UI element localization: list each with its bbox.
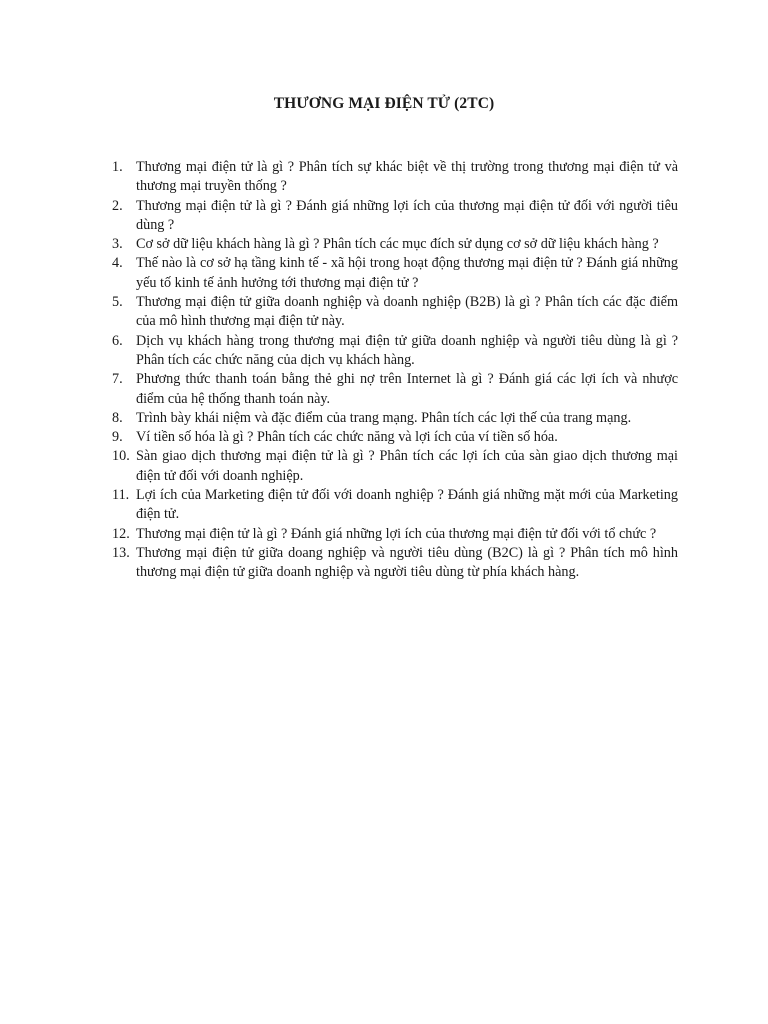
question-item xyxy=(100,447,678,486)
question-text: Thương mại điện tử giữa doanh nghiệp và doanh nghiệp (B2B) là gì ? Phân tích các đặc điểm của mô hình thương mại điện tử này. xyxy=(136,294,678,330)
question-number: 12. xyxy=(112,525,130,542)
question-item xyxy=(100,332,678,371)
question-number: 2. xyxy=(112,197,123,214)
question-item xyxy=(100,409,678,428)
question-text: Sàn giao dịch thương mại điện tử là gì ? Phân tích các lợi ích của sàn giao dịch thương mại điện tử đối với doanh nghiệp. xyxy=(136,448,678,484)
document-title: THƯƠNG MẠI ĐIỆN TỬ (2TC) xyxy=(273,95,495,112)
question-number: 6. xyxy=(112,332,123,349)
question-text: Thế nào là cơ sở hạ tầng kinh tế - xã hội trong hoạt động thương mại điện tử ? Đánh giá những yếu tố kinh tế ảnh hưởng tới thương mại điện tử ? xyxy=(136,255,678,291)
question-text: Cơ sở dữ liệu khách hàng là gì ? Phân tích các mục đích sử dụng cơ sở dữ liệu khách hàng ? xyxy=(136,236,659,253)
question-item xyxy=(100,370,678,409)
question-number: 3. xyxy=(112,236,123,253)
question-text: Lợi ích của Marketing điện tử đối với doanh nghiệp ? Đánh giá những mặt mới của Marketing điện tử. xyxy=(136,487,678,523)
question-number: 7. xyxy=(112,371,123,388)
question-item xyxy=(100,197,678,236)
question-number: 8. xyxy=(112,409,123,426)
question-number: 11. xyxy=(112,487,130,504)
question-number: 13. xyxy=(112,544,130,561)
question-item xyxy=(100,158,678,197)
question-text: Phương thức thanh toán bằng thẻ ghi nợ trên Internet là gì ? Đánh giá các lợi ích và nhược điểm của hệ thống thanh toán này. xyxy=(136,371,678,407)
question-text: Thương mại điện tử là gì ? Đánh giá những lợi ích của thương mại điện tử đối với tổ chức ? xyxy=(136,525,657,542)
question-number: 10. xyxy=(112,448,130,465)
question-text: Thương mại điện tử giữa doang nghiệp và người tiêu dùng (B2C) là gì ? Phân tích mô hình thương mại điện tử giữa doanh nghiệp và người tiêu dùng từ phía khách hàng. xyxy=(136,544,678,581)
question-item xyxy=(100,235,678,254)
question-text: Ví tiền số hóa là gì ? Phân tích các chức năng và lợi ích của ví tiền số hóa. xyxy=(136,429,558,446)
question-item xyxy=(100,254,678,293)
question-item xyxy=(100,293,678,332)
question-text: Trình bày khái niệm và đặc điểm của trang mạng. Phân tích các lợi thế của trang mạng. xyxy=(136,409,632,426)
question-item xyxy=(100,525,678,544)
question-list xyxy=(100,158,678,583)
question-text: Thương mại điện tử là gì ? Phân tích sự khác biệt về thị trường trong thương mại điện tử và thương mại truyền thống ? xyxy=(136,159,678,195)
question-number: 5. xyxy=(112,294,123,311)
question-number: 1. xyxy=(112,159,123,175)
question-item xyxy=(100,428,678,447)
question-text: Dịch vụ khách hàng trong thương mại điện tử giữa doanh nghiệp và người tiêu dùng là gì ? Phân tích các chức năng của dịch vụ khách hàng. xyxy=(136,332,678,368)
question-number: 9. xyxy=(112,429,123,446)
question-number: 4. xyxy=(112,255,123,272)
question-item xyxy=(100,486,678,525)
question-item xyxy=(100,544,678,583)
question-text: Thương mại điện tử là gì ? Đánh giá những lợi ích của thương mại điện tử đối với người tiêu dùng ? xyxy=(136,197,678,233)
